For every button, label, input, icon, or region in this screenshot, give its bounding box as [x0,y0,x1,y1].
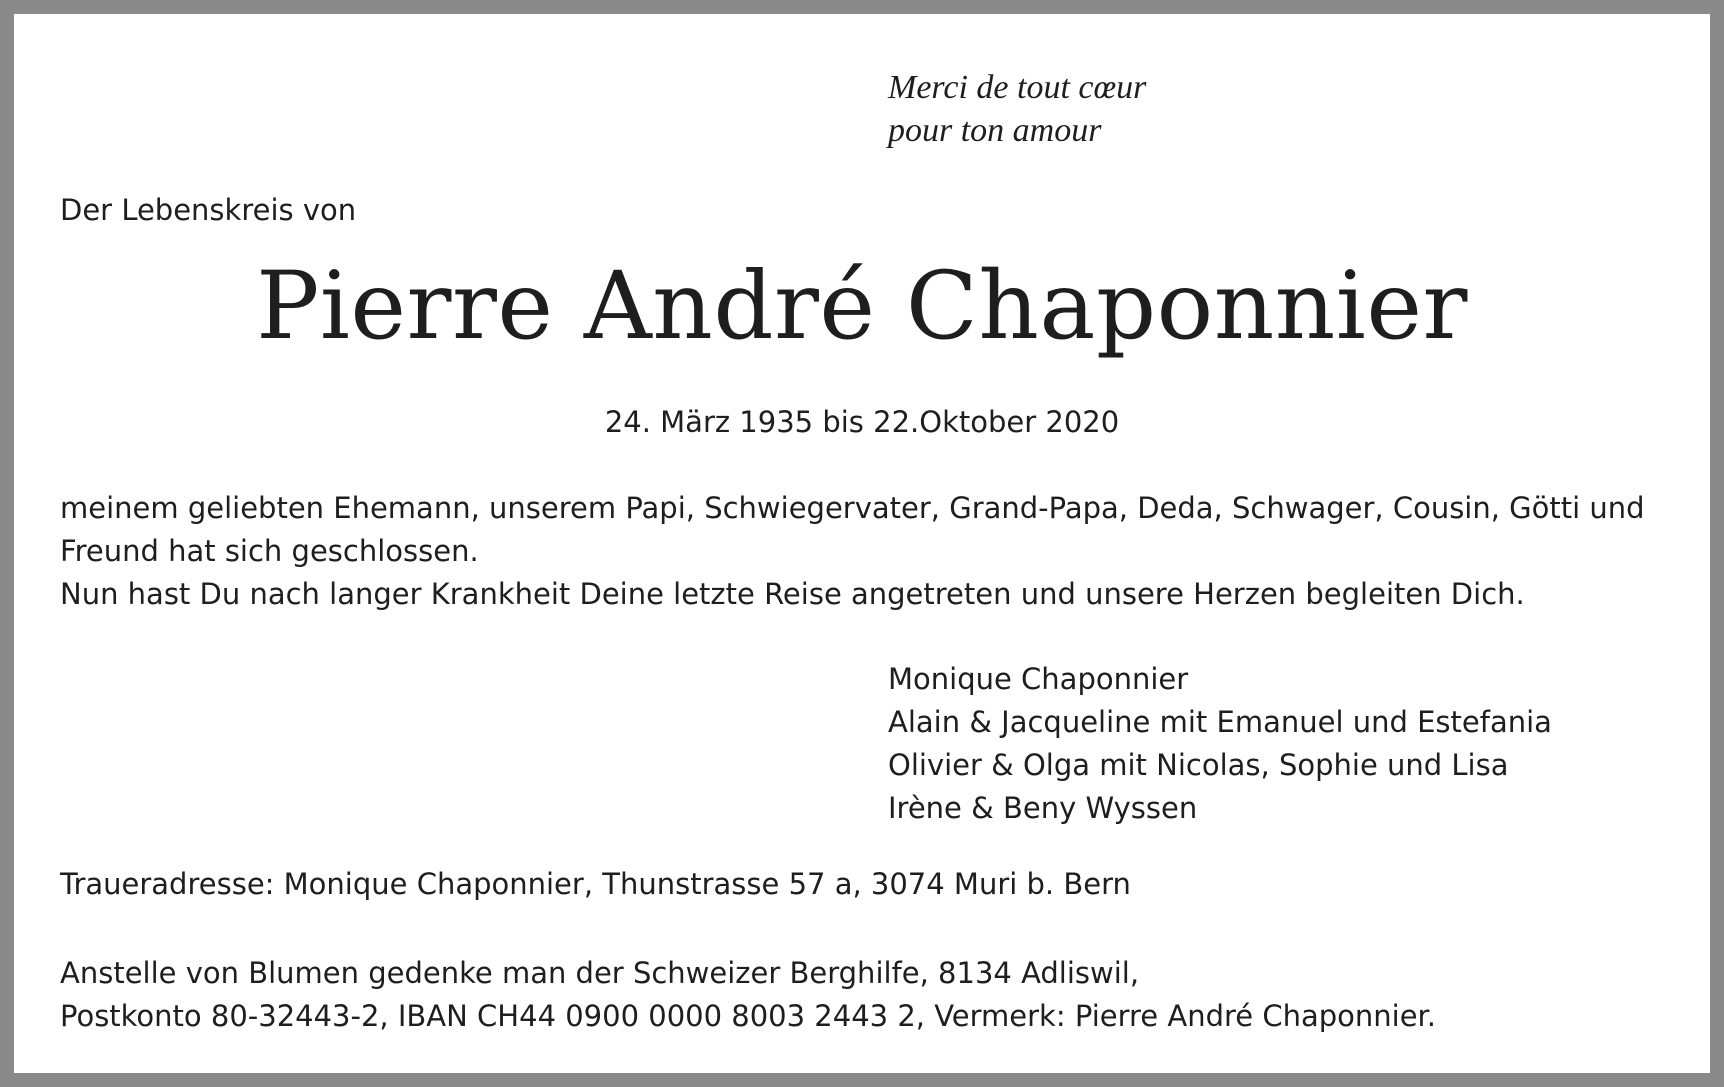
donation-info [60,952,1436,1038]
obituary-notice [14,14,1710,1073]
message-line-2: Freund hat sich geschlossen. [60,534,479,568]
intro-text: Der Lebenskreis von [60,193,357,227]
donation-line-1: Anstelle von Blumen gedenke man der Schweizer Berghilfe, 8134 Adliswil, [60,956,1140,990]
donation-line-2: Postkonto 80-32443-2, IBAN CH44 0900 0000 8003 2443 2, Vermerk: Pierre André Chaponnier. [60,999,1437,1033]
deceased-name: Pierre André Chaponnier [256,252,1468,361]
family-signatures [888,658,1552,830]
mourning-address: Traueradresse: Monique Chaponnier, Thunstrasse 57 a, 3074 Muri b. Bern [60,867,1131,901]
message-paragraph [60,487,1680,616]
family-member: Irène & Beny Wyssen [888,791,1198,825]
message-line-3: Nun hast Du nach langer Krankheit Deine letzte Reise angetreten und unsere Herzen begleiten Dich. [60,577,1525,611]
family-member: Olivier & Olga mit Nicolas, Sophie und Lisa [888,748,1509,782]
motto [888,66,1146,152]
family-member: Monique Chaponnier [888,662,1189,696]
family-member: Alain & Jacqueline mit Emanuel und Estefania [888,705,1552,739]
motto-line-1: Merci de tout cœur [888,69,1147,106]
motto-line-2: pour ton amour [888,112,1102,149]
life-dates: 24. März 1935 bis 22.Oktober 2020 [604,405,1120,439]
message-line-1: meinem geliebten Ehemann, unserem Papi, Schwiegervater, Grand-Papa, Deda, Schwager, Cousin, Götti und [60,491,1645,525]
